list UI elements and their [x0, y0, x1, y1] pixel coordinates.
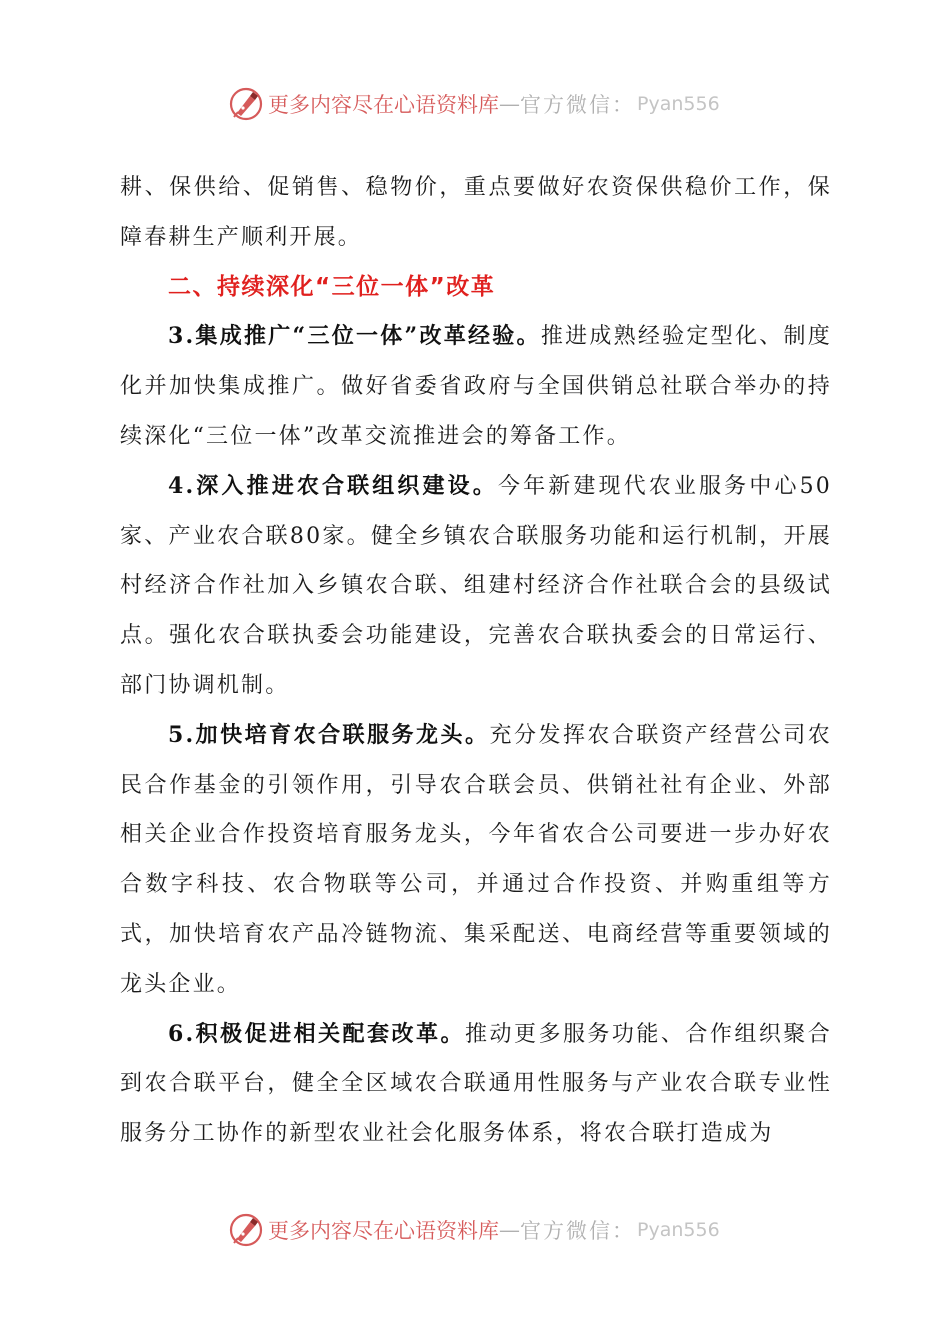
item-text: 推进成熟经验定型化、制度化并加快集成推广。做好省委省政府与全国供销总社联合举办的持续深化“三位一体”改革交流推进会的筹备工作。: [120, 324, 832, 449]
item-lead: 6.积极促进相关配套改革。: [168, 1020, 465, 1047]
watermark-wechat-label: 官方微信：: [520, 1219, 635, 1243]
section-heading: 二、持续深化“三位一体”改革: [168, 273, 496, 300]
list-item: [120, 462, 832, 711]
item-text: 今年新建现代农业服务中心50家、产业农合联80家。健全乡镇农合联服务功能和运行机制，开展村经济合作社加入乡镇农合联、组建村经济合作社联合会的县级试点。强化农合联执委会功能建设，完善农合联执委会的日常运行、部门协调机制。: [120, 473, 832, 698]
list-item: [120, 711, 832, 1010]
footer-watermark: [228, 1210, 720, 1250]
header-watermark: [228, 84, 720, 124]
item-text: 推动更多服务功能、合作组织聚合到农合联平台，健全全区域农合联通用性服务与产业农合联专业性服务分工协作的新型农业社会化服务体系，将农合联打造成为: [120, 1021, 832, 1147]
watermark-main-text: 更多内容尽在心语资料库: [268, 93, 499, 117]
item-lead: 4.深入推进农合联组织建设。: [168, 472, 498, 499]
watermark-wechat-id: Pyan556: [637, 1219, 720, 1241]
watermark-wechat-id: Pyan556: [637, 93, 720, 115]
fountain-pen-logo-icon: [228, 86, 264, 122]
watermark-separator: —: [499, 92, 520, 116]
watermark-separator: —: [499, 1218, 520, 1242]
watermark-main-text: 更多内容尽在心语资料库: [268, 1219, 499, 1243]
item-text: 充分发挥农合联资产经营公司农民合作基金的引领作用，引导农合联会员、供销社社有企业、外部相关企业合作投资培育服务龙头，今年省农合公司要进一步办好农合数字科技、农合物联等公司，并通过合作投资、并购重组等方式，加快培育农产品冷链物流、集采配送、电商经营等重要领域的龙头企业。: [120, 722, 832, 997]
list-item: [120, 312, 832, 461]
list-item: [120, 1010, 832, 1159]
continuation-paragraph: 耕、保供给、促销售、稳物价，重点要做好农资保供稳价工作，保障春耕生产顺利开展。: [120, 175, 832, 250]
watermark-wechat-label: 官方微信：: [520, 93, 635, 117]
document-body: [120, 163, 832, 1159]
item-lead: 3.集成推广“三位一体”改革经验。: [168, 323, 541, 350]
fountain-pen-logo-icon: [228, 1212, 264, 1248]
item-lead: 5.加快培育农合联服务龙头。: [168, 721, 490, 748]
